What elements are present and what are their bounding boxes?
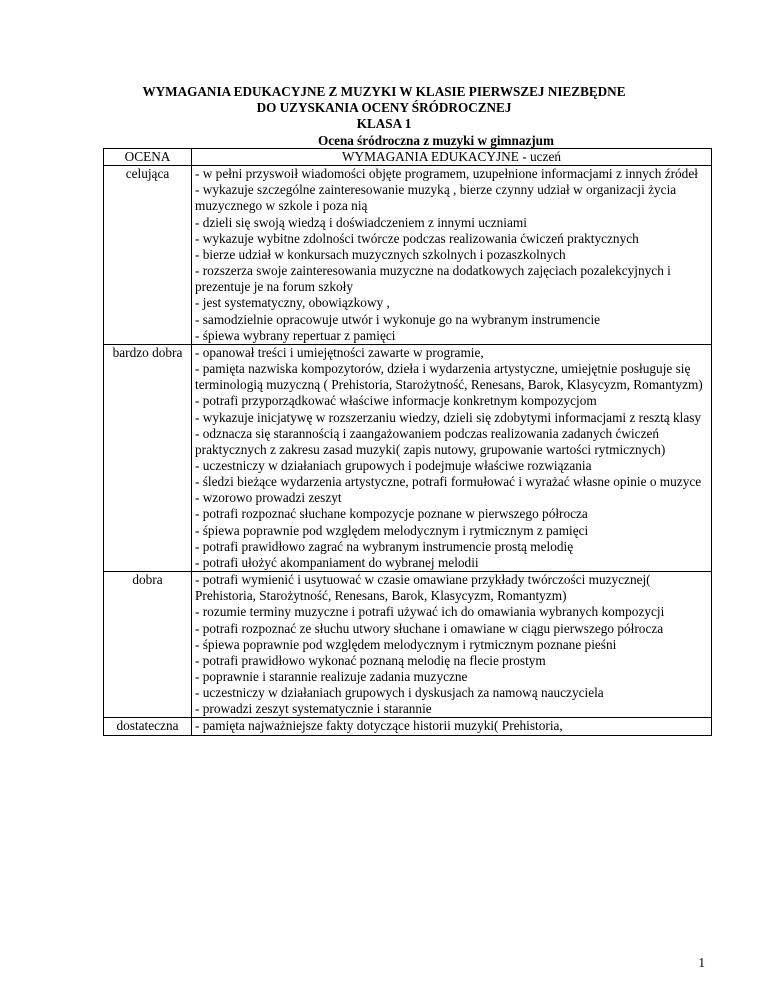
requirement-item: - pamięta najważniejsze fakty dotyczące historii muzyki( Prehistoria, — [195, 718, 563, 734]
header-requirements: WYMAGANIA EDUKACYJNE - uczeń — [192, 149, 712, 166]
requirement-item: - śledzi bieżące wydarzenia artystyczne, potrafi formułować i wyrażać własne opinie o muzyce — [195, 474, 702, 490]
document-subtitle: Ocena śródroczna z muzyki w gimnazjum — [317, 133, 554, 148]
grade-cell: celująca — [104, 166, 192, 345]
requirement-item: - jest systematyczny, obowiązkowy , — [195, 295, 390, 311]
requirement-item: - potrafi prawidłowo zagrać na wybranym instrumencie prostą melodię — [195, 538, 574, 554]
title-line-1: WYMAGANIA EDUKACYJNE Z MUZYKI W KLASIE PIERWSZEJ NIEZBĘDNE — [142, 84, 626, 99]
table-row — [104, 718, 712, 735]
requirement-item: - samodzielnie opracowuje utwór i wykonuje go na wybranym instrumencie — [195, 311, 601, 327]
requirement-item: - potrafi wymienić i usytuować w czasie omawiane przykłady twórczości muzycznej( Prehistoria, Starożytność, Renesans, Barok, Klasycyzm, Romantyzm) — [195, 572, 651, 604]
requirement-item: - w pełni przyswoił wiadomości objęte programem, uzupełnione informacjami z innych źródeł — [195, 166, 698, 182]
table-header-row — [104, 149, 712, 166]
requirement-item: - potrafi rozpoznać ze słuchu utwory słuchane i omawiane w ciągu pierwszego półrocza — [195, 620, 664, 636]
requirement-item: - śpiewa poprawnie pod względem melodycznym i rytmicznym z pamięci — [195, 522, 589, 538]
page-number: 1 — [698, 955, 705, 970]
requirement-item: - prowadzi zeszyt systematycznie i starannie — [195, 701, 432, 717]
requirements-table — [103, 148, 712, 736]
requirement-item: - potrafi prawidłowo wykonać poznaną melodię na flecie prostym — [195, 652, 546, 668]
requirement-item: - uczestniczy w działaniach grupowych i podejmuje właściwe rozwiązania — [195, 457, 592, 473]
requirement-item: - rozumie terminy muzyczne i potrafi używać ich do omawiania wybranych kompozycji — [195, 604, 665, 620]
requirements-cell — [192, 572, 712, 718]
requirement-item: - śpiewa wybrany repertuar z pamięci — [195, 327, 396, 343]
requirements-cell — [192, 344, 712, 571]
requirement-item: - dzieli się swoją wiedzą i doświadczeniem z innymi uczniami — [195, 214, 527, 230]
requirements-cell — [192, 718, 712, 735]
requirement-item: - śpiewa poprawnie pod względem melodycznym i rytmicznym poznane pieśni — [195, 636, 617, 652]
requirement-item: - pamięta nazwiska kompozytorów, dzieła i wydarzenia artystyczne, umiejętnie posługuje się terminologią muzyczną ( Prehistoria, Starożytność, Renesans, Barok, Klasycyzm, Romantyzm) — [195, 361, 703, 393]
title-line-2: DO UZYSKANIA OCENY ŚRÓDROCZNEJ — [256, 100, 512, 115]
requirement-item: - opanował treści i umiejętności zawarte w programie, — [195, 344, 484, 360]
requirement-item: - potrafi przyporządkować właściwe informacje konkretnym kompozycjom — [195, 393, 597, 409]
grade-cell: bardzo dobra — [104, 344, 192, 571]
header-grade: OCENA — [104, 149, 192, 166]
requirement-item: - odznacza się starannością i zaangażowaniem podczas realizowania zadanych ćwiczeń praktycznych z zakresu zasad muzyki( zapis nutowy, grupowanie wartości rytmicznych) — [195, 425, 666, 457]
grade-cell: dostateczna — [104, 718, 192, 735]
requirement-item: - wykazuje inicjatywę w rozszerzaniu wiedzy, dzieli się zdobytymi informacjami z resztą klasy — [195, 409, 702, 425]
requirement-item: - wykazuje szczególne zainteresowanie muzyką , bierze czynny udział w organizacji życia muzycznego w szkole i poza nią — [195, 182, 677, 214]
title-line-3: KLASA 1 — [356, 116, 412, 131]
requirement-item: - poprawnie i starannie realizuje zadania muzyczne — [195, 669, 468, 684]
requirement-item: - wzorowo prowadzi zeszyt — [195, 490, 342, 506]
grade-cell: dobra — [104, 572, 192, 718]
requirement-item: - potrafi rozpoznać słuchane kompozycje poznane w pierwszego półrocza — [195, 506, 588, 522]
table-row — [104, 572, 712, 718]
requirement-item: - rozszerza swoje zainteresowania muzyczne na dodatkowych zajęciach pozalekcyjnych i prezentuje je na forum szkoły — [195, 263, 671, 295]
requirements-cell — [192, 166, 712, 345]
requirement-item: - wykazuje wybitne zdolności twórcze podczas realizowania ćwiczeń praktycznych — [195, 230, 639, 246]
table-body — [104, 166, 712, 735]
requirement-item: - potrafi ułożyć akompaniament do wybranej melodii — [195, 554, 479, 570]
table-row — [104, 166, 712, 345]
requirement-item: - uczestniczy w działaniach grupowych i dyskusjach za namową nauczyciela — [195, 685, 604, 701]
table-row — [104, 344, 712, 571]
document-title — [60, 84, 708, 132]
requirement-item: - bierze udział w konkursach muzycznych szkolnych i pozaszkolnych — [195, 246, 566, 262]
